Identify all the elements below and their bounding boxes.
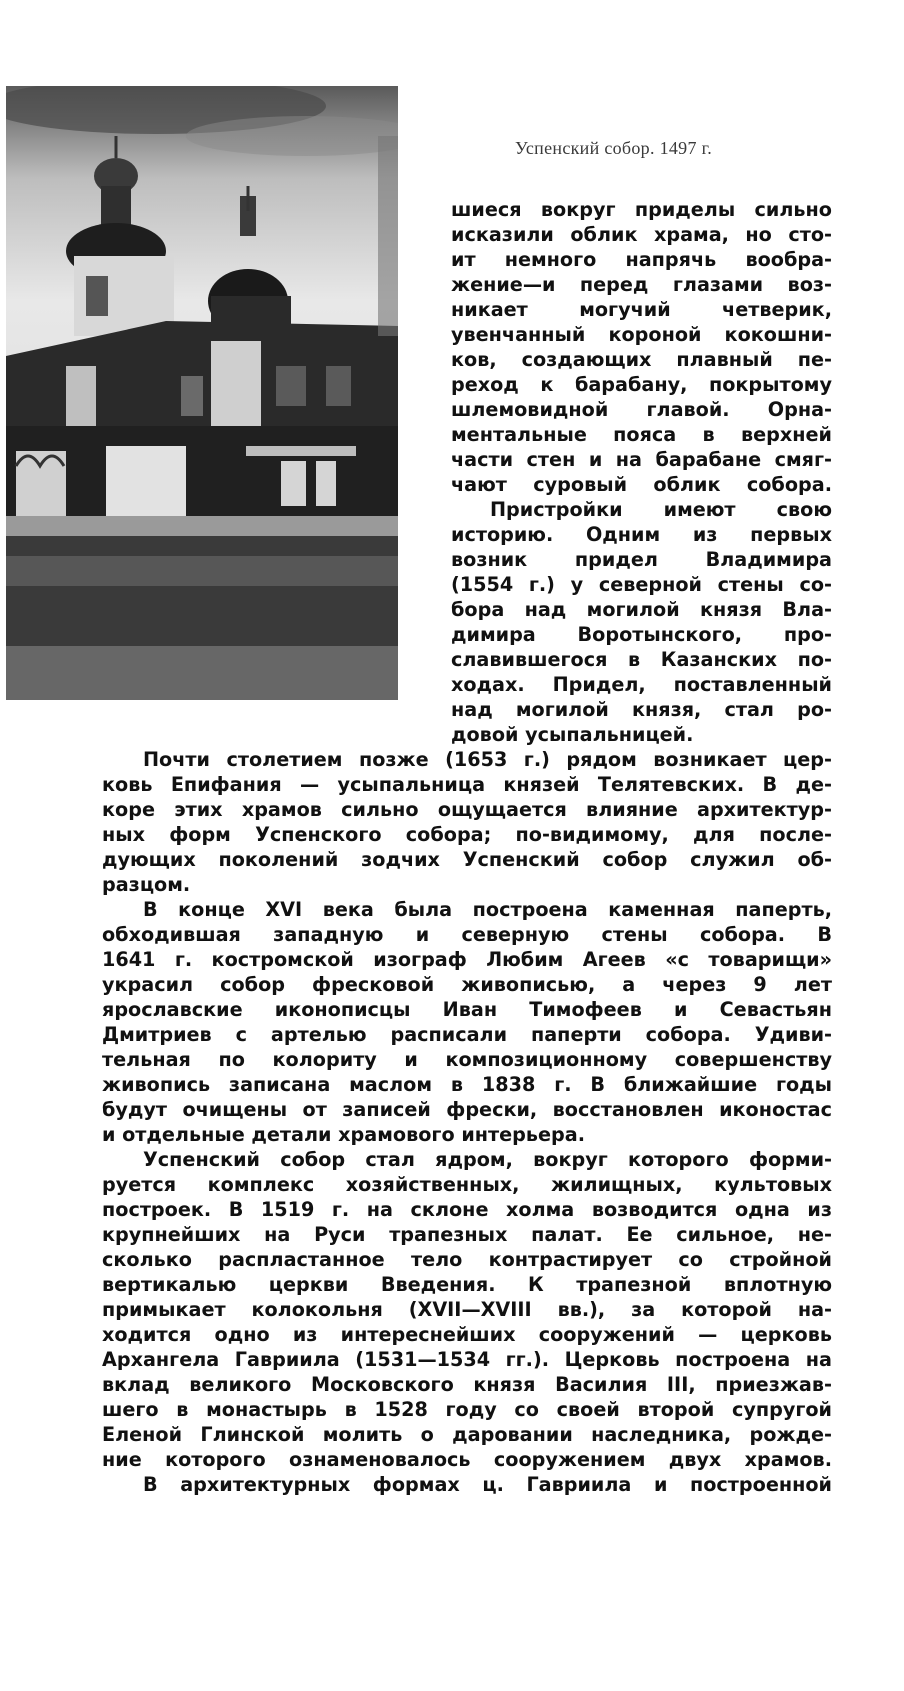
text-line: увенчанный короной кокошни- bbox=[451, 323, 832, 346]
text-line: ных форм Успенского собора; по-видимому, для после- bbox=[102, 823, 832, 846]
text-line: димира Воротынского, про- bbox=[451, 623, 832, 646]
text-line: ментальные пояса в верхней bbox=[451, 423, 832, 446]
text-line: В конце XVI века была построена каменная паперть, bbox=[143, 898, 832, 921]
cathedral-photo bbox=[6, 86, 398, 700]
text-line: разцом. bbox=[102, 873, 191, 896]
text-line: построек. В 1519 г. на склоне холма возводится одна из bbox=[102, 1198, 832, 1221]
text-line: дующих поколений зодчих Успенский собор служил об- bbox=[102, 848, 832, 871]
text-line: будут очищены от записей фрески, восстановлен иконостас bbox=[102, 1098, 832, 1121]
text-line: примыкает колокольня (XVII—XVIII вв.), за которой на- bbox=[102, 1298, 832, 1321]
text-line: ярославские иконописцы Иван Тимофеев и Севастьян bbox=[102, 998, 832, 1021]
text-line: ковь Епифания — усыпальница князей Телятевских. В де- bbox=[102, 773, 832, 796]
text-line: украсил собор фресковой живописью, а через 9 лет bbox=[102, 973, 832, 996]
text-line: ходах. Придел, поставленный bbox=[451, 673, 832, 696]
text-line: шлемовидной главой. Орна- bbox=[451, 398, 832, 421]
text-line: довой усыпальницей. bbox=[451, 723, 694, 746]
text-line: никает могучий четверик, bbox=[451, 298, 832, 321]
text-line: вклад великого Московского князя Василия III, приезжав- bbox=[102, 1373, 832, 1396]
text-line: части стен и на барабане смяг- bbox=[451, 448, 832, 471]
text-line: возник придел Владимира bbox=[451, 548, 832, 571]
text-line: Еленой Глинской молить о даровании наследника, рожде- bbox=[102, 1423, 832, 1446]
text-line: ков, создающих плавный пе- bbox=[451, 348, 832, 371]
text-line: славившегося в Казанских по- bbox=[451, 648, 832, 671]
text-line: ит немного напрячь вообра- bbox=[451, 248, 832, 271]
text-line: историю. Одним из первых bbox=[451, 523, 832, 546]
figure-caption: Успенский собор. 1497 г. bbox=[515, 138, 713, 158]
text-line: бора над могилой князя Вла- bbox=[451, 598, 832, 621]
text-line: (1554 г.) у северной стены со- bbox=[451, 573, 832, 596]
cathedral-illustration-icon bbox=[6, 86, 398, 700]
text-line: обходившая западную и северную стены собора. В bbox=[102, 923, 832, 946]
text-line: Архангела Гавриила (1531—1534 гг.). Церковь построена на bbox=[102, 1348, 832, 1371]
text-line: тельная по колориту и композиционному совершенству bbox=[102, 1048, 832, 1071]
text-line: крупнейших на Руси трапезных палат. Ее сильное, не- bbox=[102, 1223, 832, 1246]
text-line: В архитектурных формах ц. Гавриила и построенной bbox=[143, 1473, 832, 1496]
text-line: вертикалью церкви Введения. К трапезной вплотную bbox=[102, 1273, 832, 1296]
text-line: исказили облик храма, но сто- bbox=[451, 223, 832, 246]
text-line: Дмитриев с артелью расписали паперти собора. Удиви- bbox=[102, 1023, 832, 1046]
text-line: шиеся вокруг приделы сильно bbox=[451, 198, 832, 221]
text-line: коре этих храмов сильно ощущается влияние архитектур- bbox=[102, 798, 832, 821]
text-line: над могилой князя, стал ро- bbox=[451, 698, 832, 721]
text-line: шего в монастырь в 1528 году со своей второй супругой bbox=[102, 1398, 832, 1421]
text-line: ходится одно из интереснейших сооружений — церковь bbox=[102, 1323, 832, 1346]
text-line: Почти столетием позже (1653 г.) рядом возникает цер- bbox=[143, 748, 832, 771]
text-line: Пристройки имеют свою bbox=[490, 498, 832, 521]
text-line: 1641 г. костромской изограф Любим Агеев «с товарищи» bbox=[102, 948, 832, 971]
text-line: живопись записана маслом в 1838 г. В ближайшие годы bbox=[102, 1073, 832, 1096]
text-line: жение—и перед глазами воз- bbox=[451, 273, 832, 296]
text-line: ние которого ознаменовалось сооружением двух храмов. bbox=[102, 1448, 832, 1471]
text-line: руется комплекс хозяйственных, жилищных, культовых bbox=[102, 1173, 832, 1196]
text-line: и отдельные детали храмового интерьера. bbox=[102, 1123, 586, 1146]
text-line: реход к барабану, покрытому bbox=[451, 373, 832, 396]
text-line: Успенский собор стал ядром, вокруг которого форми- bbox=[143, 1148, 832, 1171]
text-line: сколько распластанное тело контрастирует со стройной bbox=[102, 1248, 832, 1271]
text-line: чают суровый облик собора. bbox=[451, 473, 832, 496]
